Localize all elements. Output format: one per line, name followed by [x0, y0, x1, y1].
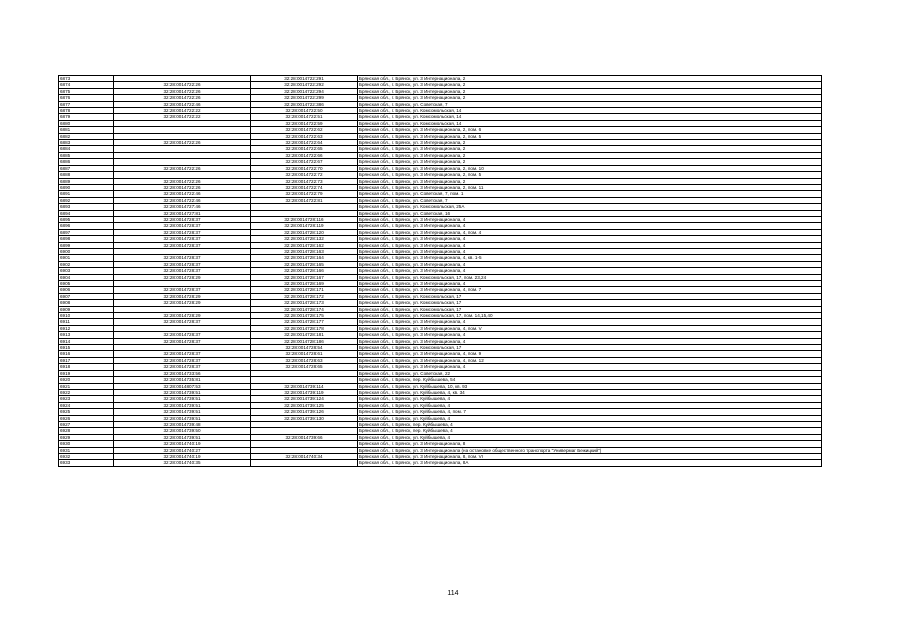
row-number-cell: 6921 [59, 383, 114, 389]
row-number-cell: 6897 [59, 229, 114, 235]
land-cadastral-number-cell: 32:28:0014722:26 [114, 165, 251, 171]
object-cadastral-number-cell: 32:28:0014722:294 [251, 88, 358, 94]
object-cadastral-number-cell: 32:28:0014722:51 [251, 114, 358, 120]
row-number-cell: 6923 [59, 396, 114, 402]
row-number-cell: 6913 [59, 332, 114, 338]
row-number-cell: 6890 [59, 184, 114, 190]
row-number-cell: 6908 [59, 300, 114, 306]
address-cell: Брянская обл., г. Брянск, пер. Куйбышева, 54 [358, 377, 822, 383]
address-cell: Брянская обл., г. Брянск, ул. Комсомольская, 17 [358, 293, 822, 299]
address-cell: Брянская обл., г. Брянск, ул. 3 Интернационала, 8А [358, 460, 822, 466]
object-cadastral-number-cell: 32:28:0014739:119 [251, 389, 358, 395]
address-cell: Брянская обл., г. Брянск, ул. 3 Интернационала, 4 [358, 216, 822, 222]
object-cadastral-number-cell: 32:28:0014722:64 [251, 140, 358, 146]
land-cadastral-number-cell: 32:28:0014739:51 [114, 389, 251, 395]
row-number-cell: 6907 [59, 293, 114, 299]
land-cadastral-number-cell: 32:28:0014739:51 [114, 415, 251, 421]
address-cell: Брянская обл., г. Брянск, ул. 3 Интернационала, 4, пом. 7 [358, 287, 822, 293]
object-cadastral-number-cell: 32:28:0014728:169 [251, 281, 358, 287]
row-number-cell: 6931 [59, 447, 114, 453]
address-cell: Брянская обл., г. Брянск, ул. Куйбышева, 10, кв. 93 [358, 383, 822, 389]
land-cadastral-number-cell: 32:28:0014722:26 [114, 88, 251, 94]
object-cadastral-number-cell: 32:28:0014722:81 [251, 197, 358, 203]
land-cadastral-number-cell: 32:28:0014728:29 [114, 300, 251, 306]
address-cell: Брянская обл., г. Брянск, ул. 3 Интернационала, 2, пом. 6 [358, 127, 822, 133]
object-cadastral-number-cell: 32:28:0014722:72 [251, 172, 358, 178]
object-cadastral-number-cell: 32:28:0014722:73 [251, 178, 358, 184]
land-cadastral-number-cell: 32:28:0014728:37 [114, 338, 251, 344]
address-cell: Брянская обл., г. Брянск, ул. Комсомольская, 17, пом. 23,24 [358, 274, 822, 280]
object-cadastral-number-cell: 32:28:0014722:50 [251, 108, 358, 114]
land-cadastral-number-cell: 32:28:0014728:29 [114, 274, 251, 280]
land-cadastral-number-cell: 32:28:0014722:26 [114, 178, 251, 184]
object-cadastral-number-cell: 32:28:0014722:62 [251, 127, 358, 133]
row-number-cell: 6880 [59, 120, 114, 126]
object-cadastral-number-cell: 32:28:0014728:120 [251, 229, 358, 235]
row-number-cell: 6917 [59, 357, 114, 363]
row-number-cell: 6930 [59, 441, 114, 447]
land-cadastral-number-cell: 32:28:0014728:37 [114, 216, 251, 222]
object-cadastral-number-cell: 32:28:0014739:66 [251, 434, 358, 440]
address-cell: Брянская обл., г. Брянск, ул. 3 Интернационала, 2 [358, 88, 822, 94]
address-cell: Брянская обл., г. Брянск, ул. Советская, 7 [358, 101, 822, 107]
address-cell: Брянская обл., г. Брянск, ул. 3 Интернационала, 4 [358, 242, 822, 248]
land-cadastral-number-cell: 32:28:0014739:51 [114, 402, 251, 408]
land-cadastral-number-cell: 32:28:0014722:46 [114, 191, 251, 197]
address-cell: Брянская обл., г. Брянск, ул. 3 Интернационала, 2, пом. 5 [358, 172, 822, 178]
object-cadastral-number-cell: 32:28:0014728:132 [251, 236, 358, 242]
object-cadastral-number-cell: 32:28:0014728:61 [251, 351, 358, 357]
object-cadastral-number-cell: 32:28:0014728:63 [251, 357, 358, 363]
object-cadastral-number-cell: 32:28:0014728:54 [251, 345, 358, 351]
address-cell: Брянская обл., г. Брянск, ул. 3 Интернационала, 4 [358, 319, 822, 325]
object-cadastral-number-cell: 32:28:0014728:163 [251, 248, 358, 254]
object-cadastral-number-cell: 32:28:0014739:125 [251, 402, 358, 408]
address-cell: Брянская обл., г. Брянск, ул. Комсомольская, 17 [358, 306, 822, 312]
row-number-cell: 6920 [59, 377, 114, 383]
land-cadastral-number-cell: 32:28:0014740:19 [114, 453, 251, 459]
object-cadastral-number-cell: 32:28:0014728:65 [251, 364, 358, 370]
registry-table-body [59, 76, 822, 467]
land-cadastral-number-cell: 32:28:0014728:29 [114, 293, 251, 299]
object-cadastral-number-cell: 32:28:0014722:63 [251, 133, 358, 139]
address-cell: Брянская обл., г. Брянск, ул. Куйбышева, 4 [358, 415, 822, 421]
land-cadastral-number-cell: 32:28:0014722:22 [114, 108, 251, 114]
land-cadastral-number-cell: 32:28:0014739:50 [114, 428, 251, 434]
row-number-cell: 6886 [59, 159, 114, 165]
land-cadastral-number-cell: 32:28:0014728:37 [114, 268, 251, 274]
row-number-cell: 6889 [59, 178, 114, 184]
address-cell: Брянская обл., г. Брянск, ул. Советская, 7, пом. 1 [358, 191, 822, 197]
row-number-cell: 6875 [59, 88, 114, 94]
land-cadastral-number-cell: 32:28:0014807:53 [114, 383, 251, 389]
address-cell: Брянская обл., г. Брянск, ул. Комсомольская, 14 [358, 120, 822, 126]
object-cadastral-number-cell: 32:28:0014728:119 [251, 223, 358, 229]
land-cadastral-number-cell: 32:28:0014727:81 [114, 210, 251, 216]
row-number-cell: 6885 [59, 152, 114, 158]
object-cadastral-number-cell: 32:28:0014722:79 [251, 191, 358, 197]
row-number-cell: 6902 [59, 261, 114, 267]
land-cadastral-number-cell: 32:28:0014728:37 [114, 261, 251, 267]
object-cadastral-number-cell: 32:28:0014722:67 [251, 159, 358, 165]
row-number-cell: 6912 [59, 325, 114, 331]
object-cadastral-number-cell: 32:28:0014739:126 [251, 409, 358, 415]
row-number-cell: 6905 [59, 281, 114, 287]
row-number-cell: 6911 [59, 319, 114, 325]
land-cadastral-number-cell: 32:28:0014733:56 [114, 370, 251, 376]
address-cell: Брянская обл., г. Брянск, ул. 3 Интернационала, 4, пом. 9 [358, 351, 822, 357]
row-number-cell: 6933 [59, 460, 114, 466]
row-number-cell: 6924 [59, 402, 114, 408]
land-cadastral-number-cell: 32:28:0014735:81 [114, 377, 251, 383]
row-number-cell: 6915 [59, 345, 114, 351]
object-cadastral-number-cell: 32:28:0014728:173 [251, 300, 358, 306]
row-number-cell: 6877 [59, 101, 114, 107]
object-cadastral-number-cell: 32:28:0014728:181 [251, 332, 358, 338]
address-cell: Брянская обл., г. Брянск, ул. 3 Интернационала, 4, пом. V [358, 325, 822, 331]
address-cell: Брянская обл., г. Брянск, ул. 3 Интернационала, 2 [358, 76, 822, 82]
land-cadastral-number-cell: 32:28:0014739:51 [114, 396, 251, 402]
object-cadastral-number-cell: 32:28:0014722:299 [251, 95, 358, 101]
address-cell: Брянская обл., г. Брянск, ул. 3 Интернационала, 4 [358, 261, 822, 267]
address-cell: Брянская обл., г. Брянск, ул. Куйбышева, 4, кв. 34 [358, 389, 822, 395]
row-number-cell: 6882 [59, 133, 114, 139]
address-cell: Брянская обл., г. Брянск, ул. 3 Интернационала, 4 [358, 248, 822, 254]
address-cell: Брянская обл., г. Брянск, ул. Советская, 22 [358, 370, 822, 376]
page-number: 114 [447, 590, 459, 597]
land-cadastral-number-cell: 32:28:0014728:37 [114, 242, 251, 248]
land-cadastral-number-cell: 32:28:0014739:51 [114, 434, 251, 440]
address-cell: Брянская обл., г. Брянск, ул. Советская, 7 [358, 197, 822, 203]
address-cell: Брянская обл., г. Брянск, ул. Комсомольская, 25А [358, 204, 822, 210]
row-number-cell: 6901 [59, 255, 114, 261]
row-number-cell: 6910 [59, 313, 114, 319]
row-number-cell: 6883 [59, 140, 114, 146]
object-cadastral-number-cell: 32:28:0014722:74 [251, 184, 358, 190]
address-cell: Брянская обл., г. Брянск, ул. 3 Интернационала, 4, пом. 4 [358, 229, 822, 235]
land-cadastral-number-cell: 32:28:0014722:26 [114, 184, 251, 190]
address-cell: Брянская обл., г. Брянск, ул. 3 Интернационала, 2, пом. 10 [358, 165, 822, 171]
row-number-cell: 6916 [59, 351, 114, 357]
object-cadastral-number-cell: 32:28:0014722:386 [251, 101, 358, 107]
address-cell: Брянская обл., г. Брянск, ул. 3 Интернационала, 2, пом. 5 [358, 133, 822, 139]
land-cadastral-number-cell: 32:28:0014728:37 [114, 287, 251, 293]
row-number-cell: 6873 [59, 76, 114, 82]
land-cadastral-number-cell: 32:28:0014728:37 [114, 236, 251, 242]
object-cadastral-number-cell: 32:28:0014722:70 [251, 165, 358, 171]
row-number-cell: 6894 [59, 210, 114, 216]
row-number-cell: 6898 [59, 236, 114, 242]
land-cadastral-number-cell: 32:28:0014728:37 [114, 255, 251, 261]
row-number-cell: 6914 [59, 338, 114, 344]
address-cell: Брянская обл., г. Брянск, ул. 3 Интернационала, 4, кв. 1-5 [358, 255, 822, 261]
land-cadastral-number-cell: 32:28:0014728:37 [114, 319, 251, 325]
land-cadastral-number-cell: 32:28:0014728:37 [114, 357, 251, 363]
land-cadastral-number-cell: 32:28:0014722:46 [114, 197, 251, 203]
row-number-cell: 6879 [59, 114, 114, 120]
row-number-cell: 6896 [59, 223, 114, 229]
address-cell: Брянская обл., г. Брянск, ул. 3 Интернационала, 4 [358, 332, 822, 338]
land-cadastral-number-cell: 32:28:0014740:27 [114, 447, 251, 453]
address-cell: Брянская обл., г. Брянск, ул. 3 Интернационала, 2 [358, 146, 822, 152]
object-cadastral-number-cell: 32:28:0014728:166 [251, 268, 358, 274]
row-number-cell: 6888 [59, 172, 114, 178]
address-cell: Брянская обл., г. Брянск, ул. 3 Интернационала, 4 [358, 223, 822, 229]
land-cadastral-number-cell: 32:28:0014739:48 [114, 421, 251, 427]
row-number-cell: 6922 [59, 389, 114, 395]
row-number-cell: 6906 [59, 287, 114, 293]
address-cell: Брянская обл., г. Брянск, пер. Куйбышева, 4 [358, 421, 822, 427]
address-cell: Брянская обл., г. Брянск, ул. 3 Интернационала, 2 [358, 140, 822, 146]
land-cadastral-number-cell: 32:28:0014728:37 [114, 332, 251, 338]
address-cell: Брянская обл., г. Брянск, ул. Комсомольская, 14 [358, 108, 822, 114]
land-cadastral-number-cell: 32:28:0014739:51 [114, 409, 251, 415]
object-cadastral-number-cell: 32:28:0014739:124 [251, 396, 358, 402]
object-cadastral-number-cell: 32:28:0014722:65 [251, 146, 358, 152]
object-cadastral-number-cell: 32:28:0014728:162 [251, 242, 358, 248]
row-number-cell: 6893 [59, 204, 114, 210]
row-number-cell: 6876 [59, 95, 114, 101]
row-number-cell: 6895 [59, 216, 114, 222]
row-number-cell: 6892 [59, 197, 114, 203]
object-cadastral-number-cell: 32:28:0014728:167 [251, 274, 358, 280]
land-cadastral-number-cell: 32:28:0014722:46 [114, 101, 251, 107]
object-cadastral-number-cell: 32:28:0014728:178 [251, 325, 358, 331]
address-cell: Брянская обл., г. Брянск, ул. 3 Интернационала, 4 [358, 338, 822, 344]
row-number-cell: 6887 [59, 165, 114, 171]
land-cadastral-number-cell: 32:28:0014728:37 [114, 351, 251, 357]
address-cell: Брянская обл., г. Брянск, ул. 3 Интернационала, 2 [358, 82, 822, 88]
registry-table [58, 75, 822, 467]
address-cell: Брянская обл., г. Брянск, пер. Куйбышева, 4 [358, 428, 822, 434]
address-cell: Брянская обл., г. Брянск, ул. 3 Интернационала, 8, пом. VI [358, 453, 822, 459]
address-cell: Брянская обл., г. Брянск, ул. Комсомольская, 17 [358, 345, 822, 351]
address-cell: Брянская обл., г. Брянск, ул. 3 Интернационала, 4 [358, 281, 822, 287]
object-cadastral-number-cell: 32:28:0014728:116 [251, 216, 358, 222]
land-cadastral-number-cell: 32:28:0014740:19 [114, 441, 251, 447]
row-number-cell: 6927 [59, 421, 114, 427]
row-number-cell: 6918 [59, 364, 114, 370]
object-cadastral-number-cell: 32:28:0014728:165 [251, 261, 358, 267]
address-cell: Брянская обл., г. Брянск, ул. Комсомольская, 14 [358, 114, 822, 120]
address-cell: Брянская обл., г. Брянск, ул. 3 Интернационала, 8 [358, 441, 822, 447]
address-cell: Брянская обл., г. Брянск, ул. 3 Интернационала, 2 [358, 95, 822, 101]
row-number-cell: 6904 [59, 274, 114, 280]
land-cadastral-number-cell: 32:28:0014740:35 [114, 460, 251, 466]
row-number-cell: 6891 [59, 191, 114, 197]
address-cell: Брянская обл., г. Брянск, ул. 3 Интернационала, 4, пом. 12 [358, 357, 822, 363]
land-cadastral-number-cell: 32:28:0014722:26 [114, 95, 251, 101]
row-number-cell: 6928 [59, 428, 114, 434]
address-cell: Брянская обл., г. Брянск, ул. 3 Интернационала, 2, пом. 11 [358, 184, 822, 190]
object-cadastral-number-cell: 32:28:0014722:59 [251, 120, 358, 126]
object-cadastral-number-cell: 32:28:0014728:175 [251, 313, 358, 319]
object-cadastral-number-cell: 32:28:0014728:174 [251, 306, 358, 312]
row-number-cell: 6932 [59, 453, 114, 459]
address-cell: Брянская обл., г. Брянск, ул. Комсомольская, 17 [358, 300, 822, 306]
row-number-cell: 6878 [59, 108, 114, 114]
row-number-cell: 6874 [59, 82, 114, 88]
table-row [59, 460, 822, 466]
row-number-cell: 6884 [59, 146, 114, 152]
object-cadastral-number-cell: 32:28:0014739:114 [251, 383, 358, 389]
object-cadastral-number-cell: 32:28:0014740:34 [251, 453, 358, 459]
address-cell: Брянская обл., г. Брянск, ул. 3 Интернационала, 2 [358, 152, 822, 158]
address-cell: Брянская обл., г. Брянск, ул. 3 Интернационала, 2 [358, 159, 822, 165]
land-cadastral-number-cell: 32:28:0014727:46 [114, 204, 251, 210]
object-cadastral-number-cell: 32:28:0014722:292 [251, 82, 358, 88]
object-cadastral-number-cell: 32:28:0014728:172 [251, 293, 358, 299]
address-cell: Брянская обл., г. Брянск, ул. Куйбышева, 4, пом. 7 [358, 409, 822, 415]
object-cadastral-number-cell: 32:28:0014728:186 [251, 338, 358, 344]
row-number-cell: 6900 [59, 248, 114, 254]
land-cadastral-number-cell: 32:28:0014728:37 [114, 229, 251, 235]
address-cell: Брянская обл., г. Брянск, ул. 3 Интернационала, 4 [358, 364, 822, 370]
address-cell: Брянская обл., г. Брянск, ул. Куйбышева, 4 [358, 402, 822, 408]
row-number-cell: 6909 [59, 306, 114, 312]
address-cell: Брянская обл., г. Брянск, ул. Куйбышева, 4 [358, 434, 822, 440]
address-cell: Брянская обл., г. Брянск, ул. 3 Интернационала, 4 [358, 268, 822, 274]
row-number-cell: 6926 [59, 415, 114, 421]
address-cell: Брянская обл., г. Брянск, ул. 3 Интернационала (на остановке общественного транспорта "Универмаг Бежицкий") [358, 447, 822, 453]
row-number-cell: 6929 [59, 434, 114, 440]
row-number-cell: 6903 [59, 268, 114, 274]
object-cadastral-number-cell: 32:28:0014722:66 [251, 152, 358, 158]
address-cell: Брянская обл., г. Брянск, ул. 3 Интернационала, 4 [358, 236, 822, 242]
address-cell: Брянская обл., г. Брянск, ул. 3 Интернационала, 2 [358, 178, 822, 184]
row-number-cell: 6925 [59, 409, 114, 415]
land-cadastral-number-cell: 32:28:0014728:29 [114, 313, 251, 319]
row-number-cell: 6919 [59, 370, 114, 376]
object-cadastral-number-cell: 32:28:0014728:177 [251, 319, 358, 325]
land-cadastral-number-cell: 32:28:0014722:22 [114, 114, 251, 120]
row-number-cell: 6899 [59, 242, 114, 248]
address-cell: Брянская обл., г. Брянск, ул. Комсомольская, 17, пом. 14,15,40 [358, 313, 822, 319]
land-cadastral-number-cell: 32:28:0014728:37 [114, 223, 251, 229]
land-cadastral-number-cell: 32:28:0014722:26 [114, 82, 251, 88]
object-cadastral-number-cell: 32:28:0014739:130 [251, 415, 358, 421]
object-cadastral-number-cell: 32:28:0014722:291 [251, 76, 358, 82]
object-cadastral-number-cell: 32:28:0014728:171 [251, 287, 358, 293]
row-number-cell: 6881 [59, 127, 114, 133]
land-cadastral-number-cell: 32:28:0014722:26 [114, 140, 251, 146]
land-cadastral-number-cell: 32:28:0014728:37 [114, 364, 251, 370]
address-cell: Брянская обл., г. Брянск, ул. Советская, 16 [358, 210, 822, 216]
object-cadastral-number-cell [251, 460, 358, 466]
object-cadastral-number-cell: 32:28:0014728:164 [251, 255, 358, 261]
address-cell: Брянская обл., г. Брянск, ул. Куйбышева, 4 [358, 396, 822, 402]
